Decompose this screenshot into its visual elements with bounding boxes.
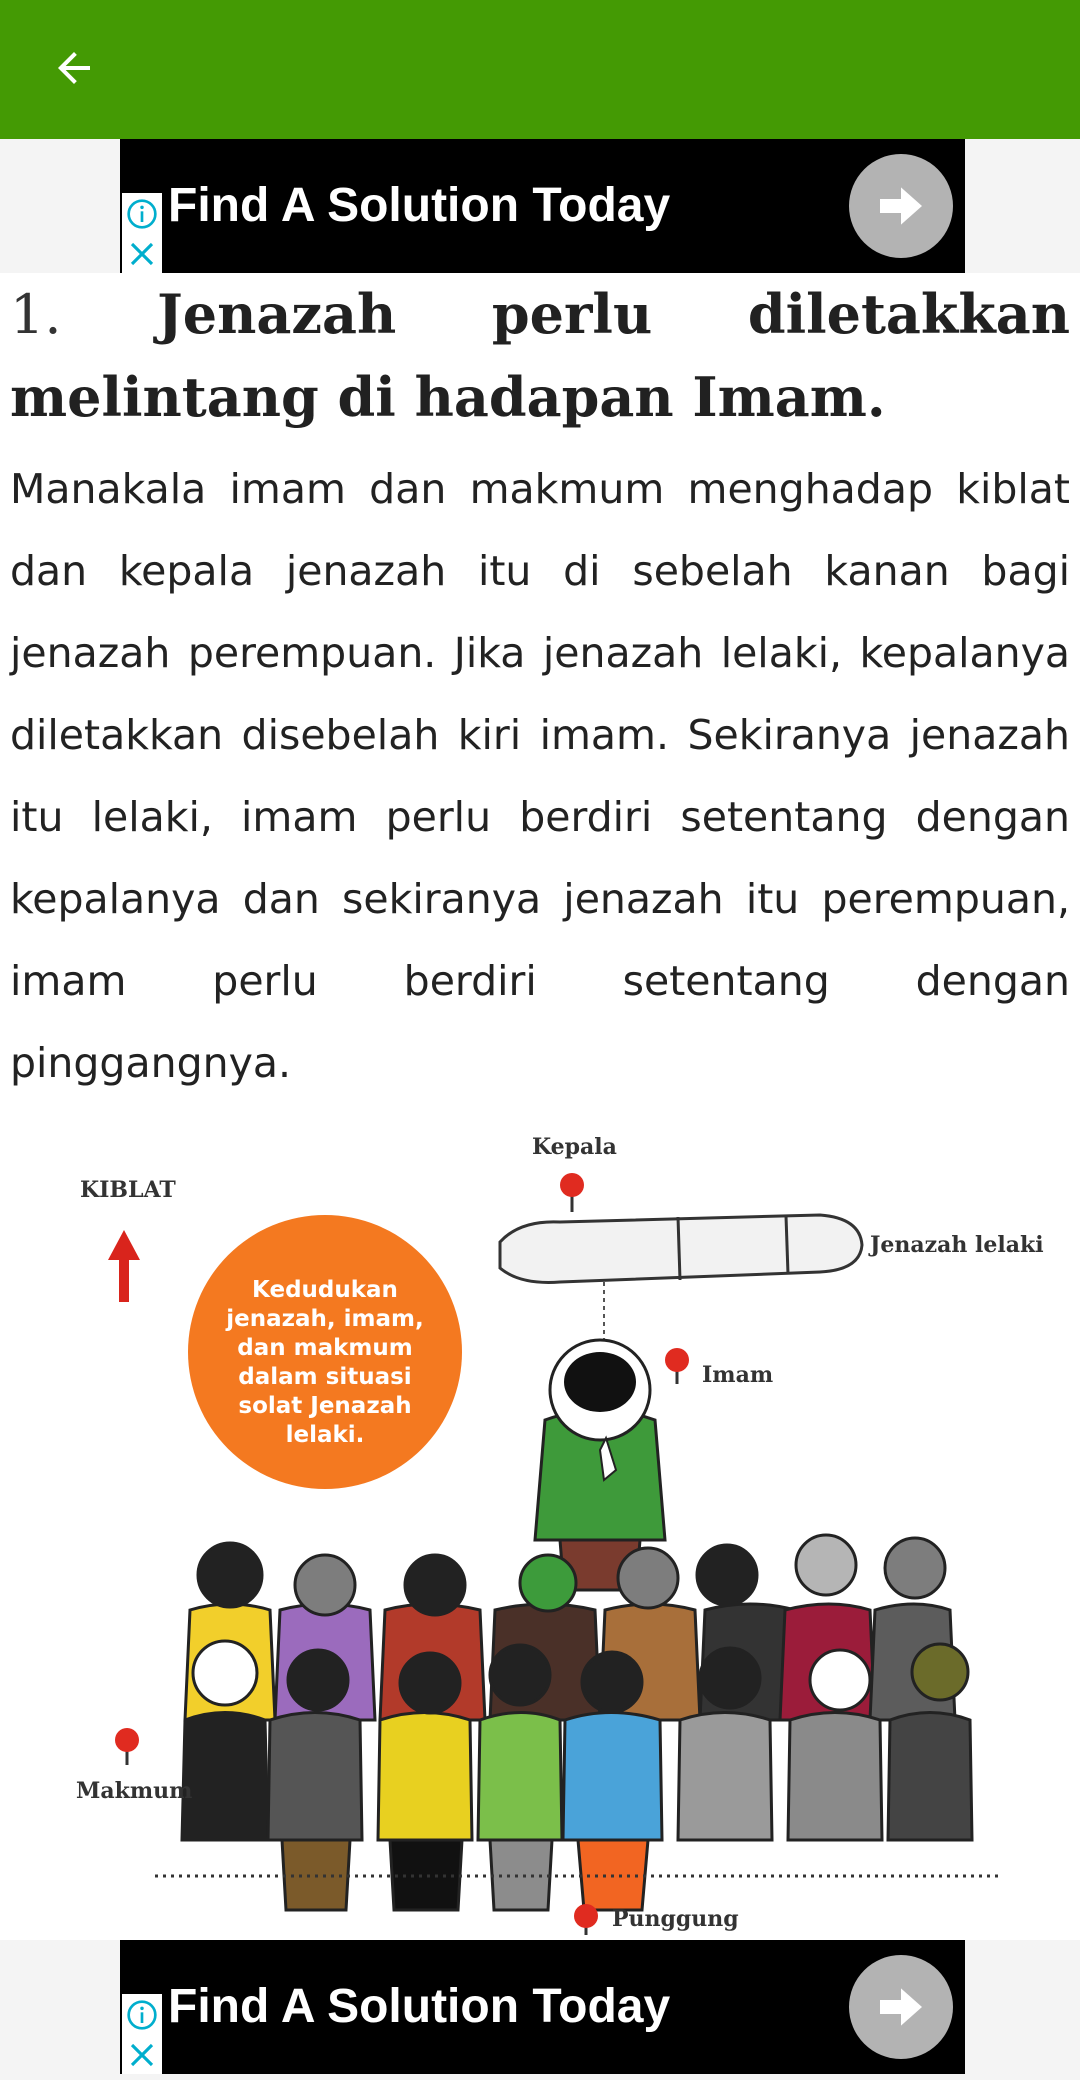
- app-bar: [0, 0, 1080, 139]
- kepala-pin-icon: [560, 1173, 584, 1212]
- jenazah-body-icon: [500, 1215, 862, 1282]
- circle-line-2: jenazah, imam,: [226, 1306, 424, 1332]
- ad-bottom[interactable]: [120, 1940, 965, 2074]
- kepala-label: Kepala: [532, 1134, 617, 1160]
- back-button[interactable]: [36, 30, 112, 106]
- heading-text: Jenazah perlu diletakkan melintang di hadapan Imam.: [10, 282, 1070, 429]
- punggung-label: Punggung: [612, 1906, 739, 1932]
- ad-top[interactable]: [120, 139, 965, 273]
- circle-line-1: Kedudukan: [252, 1277, 398, 1303]
- ad-choices[interactable]: [122, 193, 162, 273]
- ad-banner-bottom: [0, 1940, 1080, 2080]
- kiblat-label: KIBLAT: [80, 1177, 176, 1203]
- ad-headline-bottom[interactable]: Find A Solution Today: [168, 1980, 671, 2033]
- info-icon: [126, 1999, 158, 2031]
- arrow-left-icon: [50, 44, 98, 92]
- ad-cta-button-bottom[interactable]: [849, 1955, 953, 2059]
- article-heading: [0, 273, 1080, 438]
- circle-line-3: dan makmum: [237, 1335, 413, 1361]
- circle-line-4: dalam situasi: [238, 1364, 412, 1390]
- heading-number: 1.: [10, 283, 62, 346]
- imam-pin-icon: [665, 1348, 689, 1384]
- article-paragraph: Manakala imam dan makmum menghadap kiblat dan kepala jenazah itu di sebelah kanan bagi jenazah perempuan. Jika jenazah lelaki, kepalanya diletakkan disebelah kiri imam. Sekiranya jenazah itu lelaki, imam perlu berdiri setentang dengan kepalanya dan sekiranya jenazah itu perempuan, imam perlu berdiri setentang dengan pinggangnya.: [10, 465, 1070, 1087]
- jenazah-position-illustration: [0, 1120, 1080, 1940]
- info-icon: [126, 198, 158, 230]
- ad-cta-button[interactable]: [849, 154, 953, 258]
- close-icon[interactable]: [127, 2040, 157, 2070]
- punggung-pin-icon: [574, 1904, 598, 1935]
- arrow-right-icon: [873, 1979, 929, 2035]
- ad-headline[interactable]: Find A Solution Today: [168, 179, 671, 232]
- circle-line-5: solat Jenazah: [238, 1393, 412, 1419]
- kiblat-arrow-icon: [108, 1230, 140, 1302]
- close-icon[interactable]: [127, 239, 157, 269]
- imam-label: Imam: [702, 1362, 774, 1388]
- makmum-pin-icon: [115, 1728, 139, 1765]
- ad-choices-bottom[interactable]: [122, 1994, 162, 2074]
- arrow-right-icon: [873, 178, 929, 234]
- makmum-label: Makmum: [76, 1778, 193, 1804]
- article: [0, 273, 1080, 1104]
- jenazah-label: Jenazah lelaki: [870, 1232, 1044, 1258]
- circle-line-6: lelaki.: [285, 1422, 365, 1448]
- ad-banner-top: [0, 139, 1080, 273]
